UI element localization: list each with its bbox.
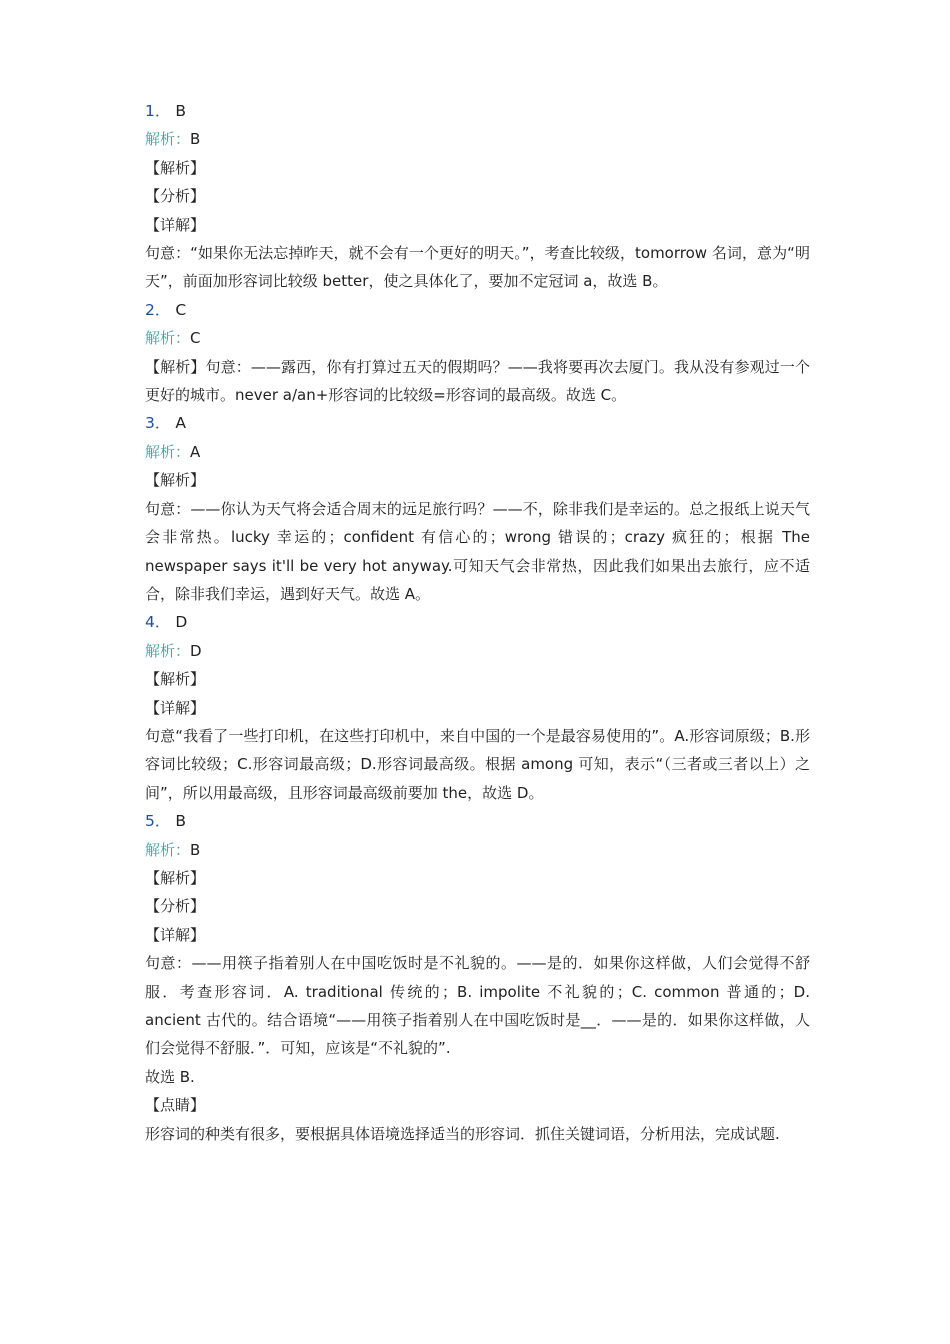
question-number: 5． xyxy=(145,812,171,831)
explanation-paragraph: 【解析】句意：——露西，你有打算过五天的假期吗？——我将要再次去厦门。我从没有参观过一个更好的城市。never a/an+形容词的比较级=形容词的最高级。故选 C。 xyxy=(145,357,810,405)
section-tag: 【分析】 xyxy=(145,187,206,206)
jiexi-label: 解析： xyxy=(145,442,191,461)
jiexi-value: C xyxy=(190,329,201,348)
question-number: 2． xyxy=(145,300,171,319)
question-number: 3． xyxy=(145,414,171,433)
section-tag: 【详解】 xyxy=(145,925,206,944)
section-tag: 【详解】 xyxy=(145,698,206,717)
conclusion-line: 故选 B. xyxy=(145,1067,195,1086)
tip-paragraph: 形容词的种类有很多，要根据具体语境选择适当的形容词．抓住关键词语，分析用法，完成试题. xyxy=(145,1124,780,1143)
answer-item-5 xyxy=(145,807,810,1148)
section-tag: 【解析】 xyxy=(145,670,206,689)
jiexi-label: 解析： xyxy=(145,130,191,149)
answer-item-3 xyxy=(145,409,810,608)
explanation-paragraph: 句意：——你认为天气将会适合周末的远足旅行吗？——不，除非我们是幸运的。总之报纸上说天气会非常热。lucky 幸运的；confident 有信心的；wrong 错误的；crazy 疯狂的；根据 The newspaper says it'll be very hot anyway.可知天气会非常热，因此我们如果出去旅行，应不适合，除非我们幸运，遇到好天气。故选 A。 xyxy=(145,499,810,603)
question-header xyxy=(145,608,810,636)
explanation-paragraph: 句意“我看了一些打印机，在这些打印机中，来自中国的一个是最容易使用的”。A.形容词原级；B.形容词比较级；C.形容词最高级；D.形容词最高级。根据 among 可知，表示“（三者或三者以上）之间”，所以用最高级，且形容词最高级前要加 the，故选 D。 xyxy=(145,726,810,802)
question-header xyxy=(145,97,810,125)
section-tag: 【分析】 xyxy=(145,897,206,916)
explanation-paragraph: 句意：——用筷子指着别人在中国吃饭时是不礼貌的。——是的．如果你这样做，人们会觉得不舒服．考查形容词．A. traditional 传统的；B. impolite 不礼貌的；C. common 普通的；D. ancient 古代的。结合语境“——用筷子指着别人在中国吃饭时是__．——是的．如果你这样做，人们会觉得不舒服．”．可知，应该是“不礼貌的”. xyxy=(145,954,810,1058)
question-header xyxy=(145,296,810,324)
section-tag: 【解析】 xyxy=(145,868,206,887)
answer-item-2 xyxy=(145,296,810,410)
question-header xyxy=(145,409,810,437)
question-answer: A xyxy=(175,414,186,433)
answer-item-4 xyxy=(145,608,810,807)
question-answer: D xyxy=(175,613,188,632)
question-answer: C xyxy=(175,300,187,319)
section-tag: 【解析】 xyxy=(145,158,206,177)
jiexi-line xyxy=(145,438,810,466)
question-answer: B xyxy=(175,102,186,120)
jiexi-line xyxy=(145,836,810,864)
question-header xyxy=(145,807,810,835)
jiexi-line xyxy=(145,637,810,665)
question-number: 4． xyxy=(145,613,171,632)
section-tag: 【解析】 xyxy=(145,471,206,490)
jiexi-line xyxy=(145,324,810,352)
jiexi-label: 解析： xyxy=(145,641,191,660)
section-tag: 【点睛】 xyxy=(145,1096,206,1115)
jiexi-value: B xyxy=(190,130,201,149)
explanation-paragraph: 句意：“如果你无法忘掉昨天，就不会有一个更好的明天。”，考查比较级，tomorrow 名词，意为“明天”，前面加形容词比较级 better，使之具体化了，要加不定冠词 a，故选 B。 xyxy=(145,244,810,291)
question-number: 1． xyxy=(145,102,171,120)
jiexi-label: 解析： xyxy=(145,329,191,348)
answer-item-1 xyxy=(145,97,810,296)
question-answer: B xyxy=(175,812,186,831)
jiexi-line xyxy=(145,125,810,153)
answer-document xyxy=(145,97,810,1148)
jiexi-value: A xyxy=(190,442,201,461)
jiexi-value: B xyxy=(190,840,201,859)
jiexi-value: D xyxy=(190,641,202,660)
jiexi-label: 解析： xyxy=(145,840,191,859)
section-tag: 【详解】 xyxy=(145,215,206,234)
